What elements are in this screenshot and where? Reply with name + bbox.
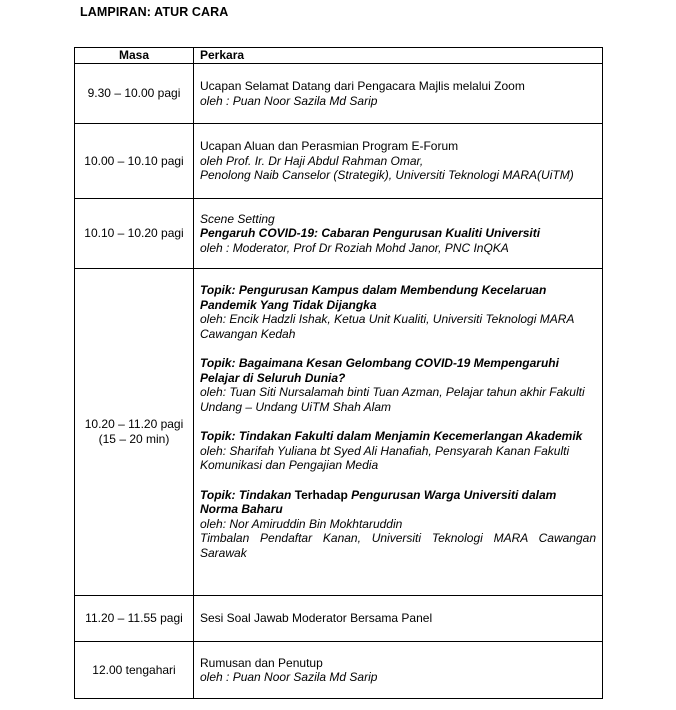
item-title: Scene Setting (200, 211, 275, 226)
table-row (75, 269, 603, 596)
page-title: LAMPIRAN: ATUR CARA (80, 5, 229, 19)
agenda-table (74, 47, 603, 699)
masa-cell: 10.00 – 10.10 pagi (75, 124, 194, 199)
topic-speaker: oleh: Encik Hadzli Ishak, Ketua Unit Kualiti, Universiti Teknologi MARA Cawangan Kedah (200, 312, 574, 341)
topic-title-part: Pengurusan Warga Universiti dalam Norma Baharu (200, 487, 557, 516)
masa-time: 10.20 – 11.20 pagi (84, 417, 184, 431)
table-row (75, 199, 603, 269)
table-row (75, 64, 603, 124)
column-header-perkara: Perkara (194, 48, 603, 64)
item-title: Ucapan Aluan dan Perasmian Program E-Forum (200, 139, 459, 154)
item-speaker: oleh : Puan Noor Sazila Md Sarip (200, 670, 378, 684)
perkara-cell (194, 124, 603, 199)
masa-cell (75, 269, 194, 596)
item-speaker: oleh : Moderator, Prof Dr Roziah Mohd Janor, PNC InQKA (200, 240, 509, 255)
column-header-masa: Masa (75, 48, 194, 64)
table-row (75, 642, 603, 699)
topic-title (200, 488, 596, 517)
topic-title: Topik: Tindakan Fakulti dalam Menjamin Kecemerlangan Akademik (200, 429, 583, 443)
perkara-cell (194, 269, 603, 596)
topic-speaker: oleh: Tuan Siti Nursalamah binti Tuan Azman, Pelajar tahun akhir Fakulti Undang – Undang UiTM Shah Alam (200, 385, 585, 414)
item-title: Ucapan Selamat Datang dari Pengacara Majlis melalui Zoom (200, 79, 525, 93)
topic-title: Topik: Bagaimana Kesan Gelombang COVID-19 Mempengaruhi Pelajar di Seluruh Dunia? (200, 356, 559, 385)
item-speaker: oleh Prof. Ir. Dr Haji Abdul Rahman Omar, (200, 153, 424, 168)
topic-speaker-position: Timbalan Pendaftar Kanan, Universiti Teknologi MARA Cawangan Sarawak (200, 531, 596, 560)
topic-title: Topik: Pengurusan Kampus dalam Membendung Kecelaruan Pandemik Yang Tidak Dijangka (200, 283, 547, 312)
table-row (75, 596, 603, 642)
topic-title-emphasis: Terhadap (294, 487, 348, 502)
perkara-cell (194, 596, 603, 642)
topic-title-part: Topik: Tindakan (200, 487, 295, 502)
perkara-cell (194, 64, 603, 124)
topic-speaker: oleh: Sharifah Yuliana bt Syed Ali Hanafiah, Pensyarah Kanan Fakulti Komunikasi dan Pengajian Media (200, 443, 570, 472)
table-row (75, 124, 603, 199)
masa-cell: 9.30 – 10.00 pagi (75, 64, 194, 124)
perkara-cell (194, 642, 603, 699)
item-title: Rumusan dan Penutup (200, 655, 323, 670)
masa-cell: 12.00 tengahari (75, 642, 194, 699)
topic-speaker: oleh: Nor Amiruddin Bin Mokhtaruddin (200, 516, 403, 531)
masa-duration: (15 – 20 min) (98, 432, 170, 446)
item-speaker-position: Penolong Naib Canselor (Strategik), Universiti Teknologi MARA(UiTM) (200, 168, 574, 183)
item-speaker: oleh : Puan Noor Sazila Md Sarip (200, 93, 378, 108)
item-title: Sesi Soal Jawab Moderator Bersama Panel (200, 611, 433, 626)
masa-cell: 11.20 – 11.55 pagi (75, 596, 194, 642)
table-header-row (75, 48, 603, 64)
perkara-cell (194, 199, 603, 269)
masa-cell: 10.10 – 10.20 pagi (75, 199, 194, 269)
item-subtitle: Pengaruh COVID-19: Cabaran Pengurusan Kualiti Universiti (200, 226, 541, 241)
